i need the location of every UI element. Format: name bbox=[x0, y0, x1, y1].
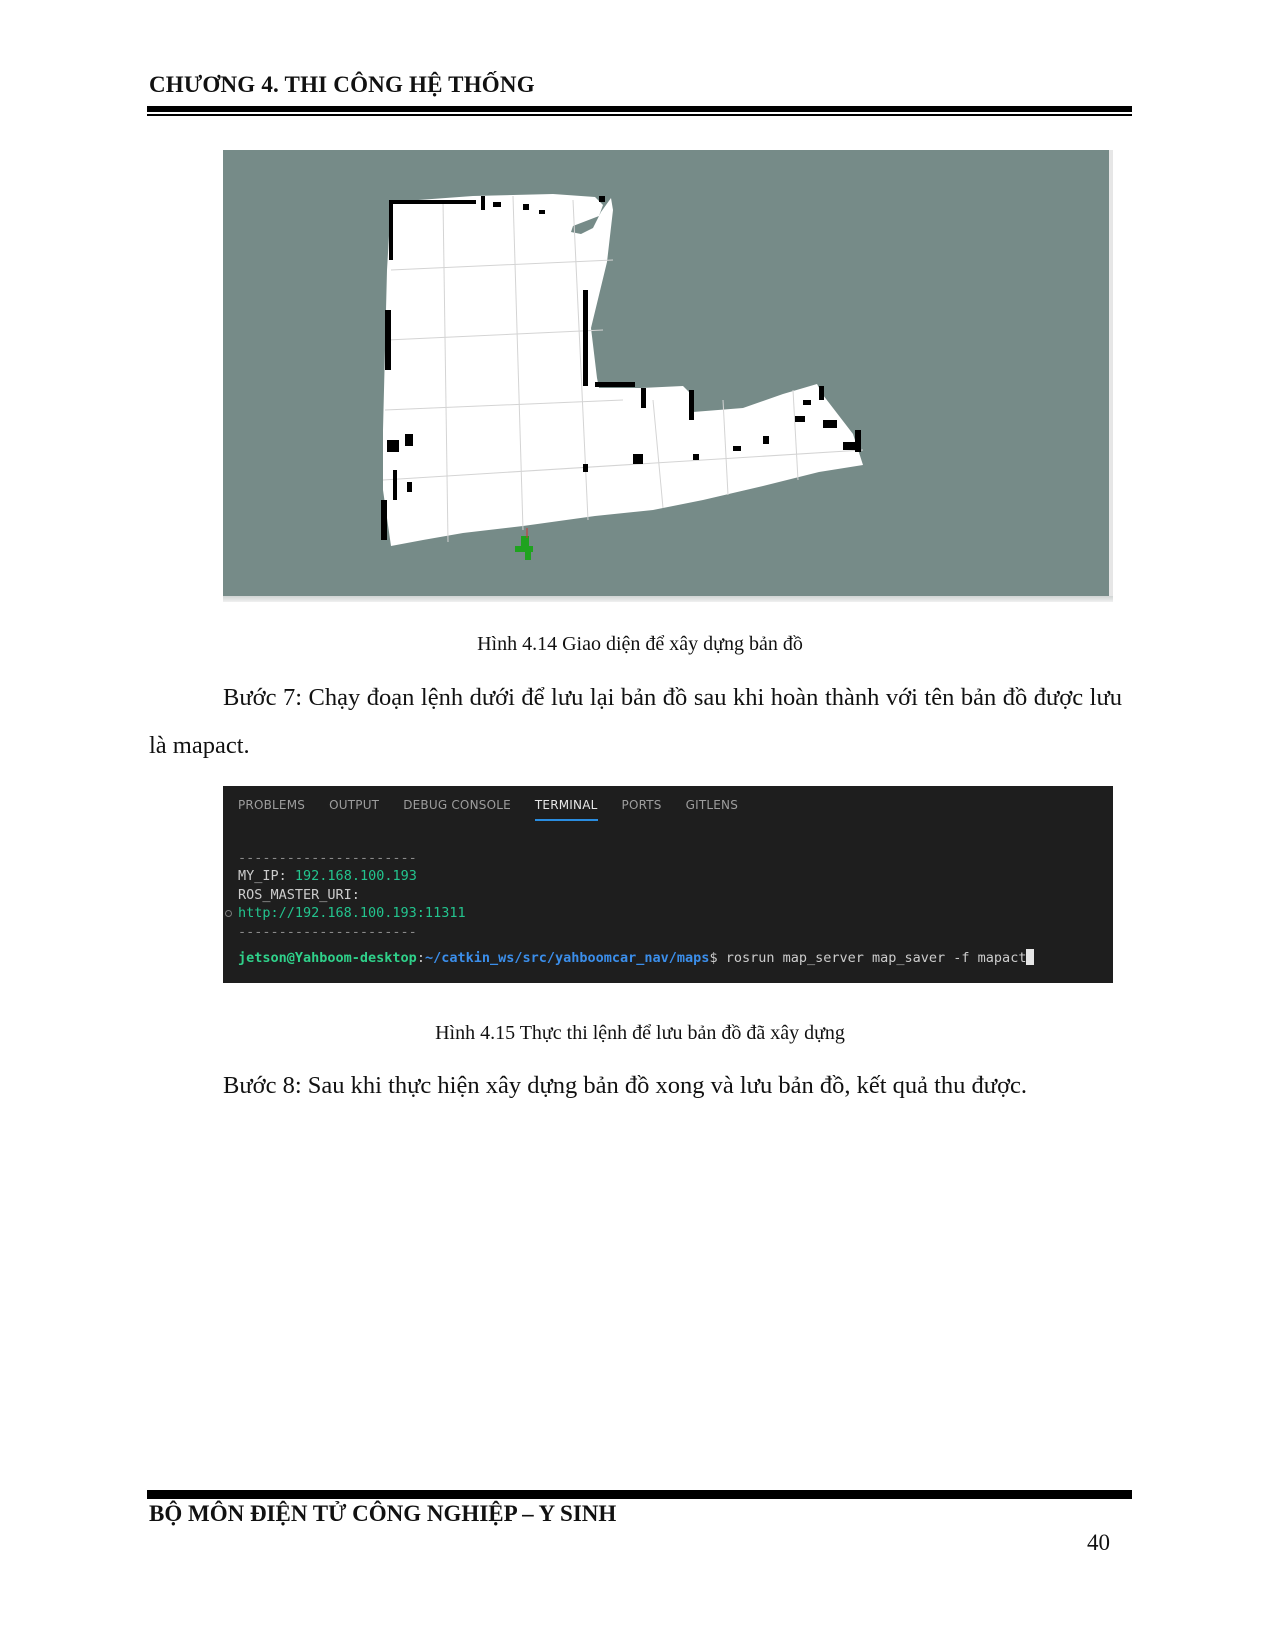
panel-tabs bbox=[238, 794, 738, 824]
terminal-separator: ---------------------- bbox=[238, 849, 417, 866]
my-ip-label: MY_IP: bbox=[238, 868, 287, 884]
terminal-prompt-line: jetson@Yahboom-desktop:~/catkin_ws/src/yahboomcar_nav/maps$ rosrun map_server map_saver -f mapact bbox=[238, 949, 1103, 968]
chapter-header: CHƯƠNG 4. THI CÔNG HỆ THỐNG bbox=[149, 72, 535, 97]
tab-terminal[interactable]: TERMINAL bbox=[535, 794, 598, 824]
prompt-circle-icon bbox=[225, 910, 232, 917]
robot-marker bbox=[515, 536, 533, 560]
my-ip-value: 192.168.100.193 bbox=[294, 868, 417, 884]
map-figure bbox=[223, 150, 1113, 602]
page-number: 40 bbox=[1087, 1530, 1110, 1555]
figure-caption-4-14: Hình 4.14 Giao diện để xây dựng bản đồ bbox=[477, 633, 803, 655]
footer-rule bbox=[147, 1490, 1132, 1499]
prompt-user: jetson@Yahboom-desktop bbox=[238, 950, 417, 966]
ros-master-value: http://192.168.100.193:11311 bbox=[238, 905, 466, 921]
tab-gitlens[interactable]: GITLENS bbox=[685, 798, 739, 812]
occupancy-grid-map bbox=[223, 150, 1109, 602]
tab-problems[interactable]: PROBLEMS bbox=[238, 798, 306, 812]
prompt-path: ~/catkin_ws/src/yahboomcar_nav/maps bbox=[424, 950, 710, 966]
terminal-output[interactable] bbox=[238, 830, 1103, 983]
footer-department: BỘ MÔN ĐIỆN TỬ CÔNG NGHIỆP – Y SINH bbox=[149, 1501, 617, 1526]
tab-ports[interactable]: PORTS bbox=[621, 798, 662, 812]
header-rule-thin bbox=[147, 114, 1132, 116]
paragraph-step-8: Bước 8: Sau khi thực hiện xây dựng bản đồ xong và lưu bản đồ, kết quả thu được. bbox=[223, 1072, 1028, 1099]
tab-debug-console[interactable]: DEBUG CONSOLE bbox=[403, 798, 511, 812]
viewer-bottom-bar bbox=[223, 596, 1113, 602]
terminal-line-ip bbox=[238, 867, 1103, 886]
paragraph-step-7: Bước 7: Chạy đoạn lệnh dưới để lưu lại bản đồ sau khi hoàn thành với tên bản đồ được lưu là mapact. bbox=[149, 684, 1122, 759]
terminal-panel bbox=[223, 786, 1113, 983]
prompt-symbol: $ bbox=[709, 950, 718, 966]
terminal-command: rosrun map_server map_saver -f mapact bbox=[725, 950, 1027, 966]
ros-master-label: ROS_MASTER_URI: bbox=[238, 886, 360, 903]
figure-caption-4-15: Hình 4.15 Thực thi lệnh để lưu bản đồ đã xây dựng bbox=[435, 1022, 845, 1044]
map-free-space bbox=[383, 194, 863, 546]
header-rule bbox=[147, 106, 1132, 112]
tab-output[interactable]: OUTPUT bbox=[329, 798, 380, 812]
terminal-separator-2: ---------------------- bbox=[238, 923, 417, 940]
terminal-cursor bbox=[1026, 949, 1034, 965]
